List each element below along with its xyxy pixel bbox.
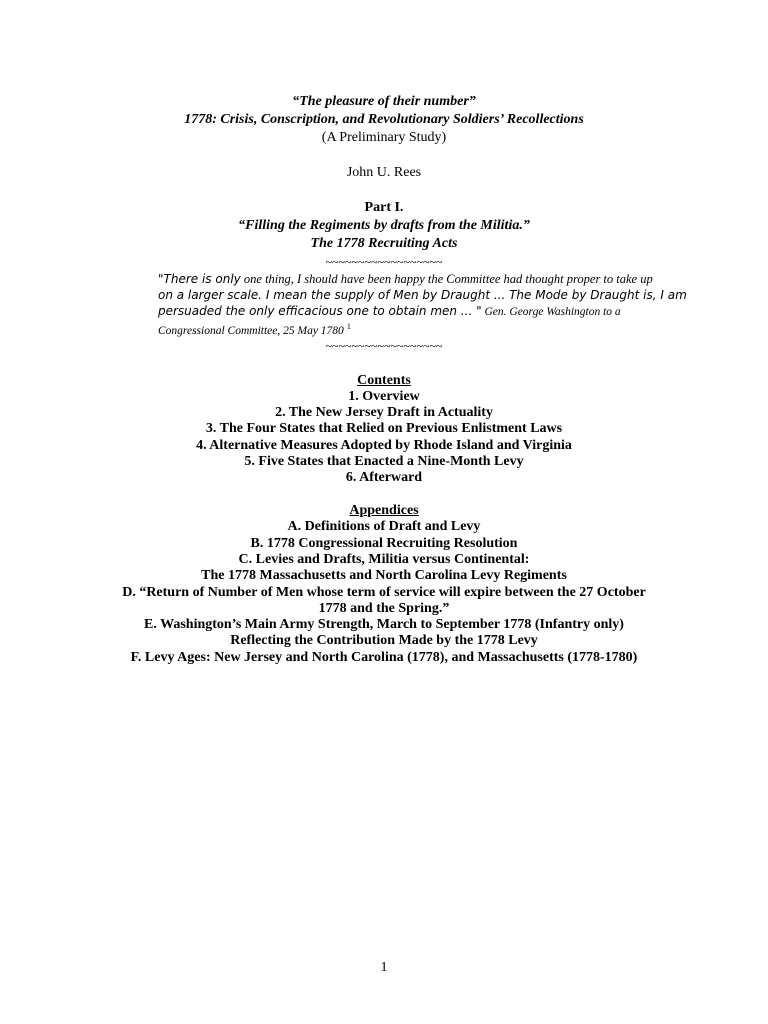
part-label: Part I. bbox=[364, 200, 404, 215]
contents-item: 2. The New Jersey Draft in Actuality bbox=[275, 405, 493, 420]
separator-bottom: ~~~~~~~~~~~~~~~~~~ bbox=[325, 339, 443, 353]
epigraph-line-2: on a larger scale. I mean the supply of Men by Draught ... The Mode by Draught is, I am bbox=[158, 288, 687, 302]
contents-heading: Contents bbox=[357, 373, 411, 388]
appendix-line: The 1778 Massachusetts and North Carolina Levy Regiments bbox=[201, 568, 567, 583]
appendix-line: A. Definitions of Draft and Levy bbox=[287, 519, 481, 534]
appendix-line: D. “Return of Number of Men whose term of service will expire between the 27 October bbox=[122, 585, 646, 600]
appendix-line: C. Levies and Drafts, Militia versus Continental: bbox=[238, 552, 530, 567]
appendix-line: B. 1778 Congressional Recruiting Resolution bbox=[250, 536, 518, 551]
epigraph-line-1-text: one thing, I should have been happy the Committee had thought proper to take up bbox=[240, 272, 653, 286]
contents-item: 1. Overview bbox=[348, 389, 420, 404]
footnote-marker[interactable]: 1 bbox=[346, 322, 351, 331]
appendix-line: Reflecting the Contribution Made by the 1778 Levy bbox=[230, 633, 538, 648]
appendix-line: F. Levy Ages: New Jersey and North Carolina (1778), and Massachusetts (1778-1780) bbox=[130, 650, 638, 665]
page-number: 1 bbox=[380, 960, 388, 975]
contents-item: 6. Afterward bbox=[345, 470, 423, 485]
epigraph-line-3 bbox=[158, 303, 658, 320]
appendix-line: 1778 and the Spring.” bbox=[318, 601, 450, 616]
epigraph-source-date: Congressional Committee, 25 May 1780 bbox=[158, 325, 344, 338]
separator-top: ~~~~~~~~~~~~~~~~~~ bbox=[325, 255, 443, 269]
contents-item: 3. The Four States that Relied on Previous Enlistment Laws bbox=[205, 421, 563, 436]
epigraph-lead: "There is only bbox=[158, 272, 241, 286]
appendix-line: E. Washington’s Main Army Strength, March to September 1778 (Infantry only) bbox=[144, 617, 624, 632]
epigraph-line-3-text: persuaded the only efficacious one to obtain men ... " bbox=[158, 304, 482, 318]
epigraph-line-4 bbox=[158, 319, 658, 339]
document-title: “The pleasure of their number” bbox=[292, 94, 476, 109]
epigraph-source: Gen. George Washington to a bbox=[481, 306, 621, 318]
contents-item: 4. Alternative Measures Adopted by Rhode Island and Virginia bbox=[196, 438, 572, 453]
epigraph-line-1 bbox=[158, 271, 658, 287]
part-subheading: The 1778 Recruiting Acts bbox=[310, 236, 458, 251]
author-name: John U. Rees bbox=[346, 165, 422, 180]
appendices-heading: Appendices bbox=[349, 503, 419, 518]
part-heading: “Filling the Regiments by drafts from the Militia.” bbox=[238, 218, 530, 233]
contents-item: 5. Five States that Enacted a Nine-Month Levy bbox=[244, 454, 524, 469]
document-subtitle: 1778: Crisis, Conscription, and Revolutionary Soldiers’ Recollections bbox=[184, 112, 584, 127]
document-note: (A Preliminary Study) bbox=[321, 130, 447, 145]
